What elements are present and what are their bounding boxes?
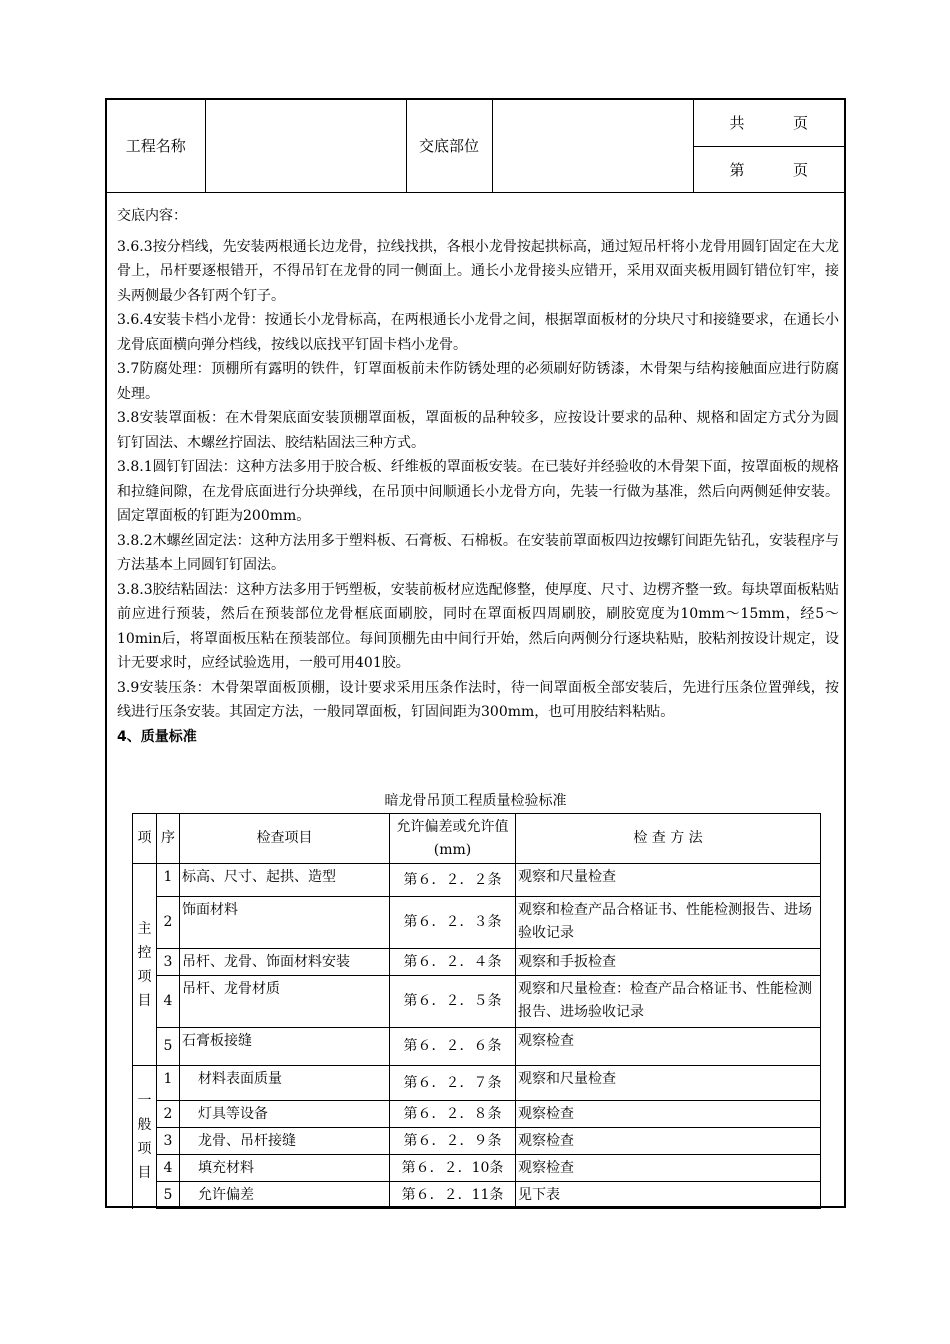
header-table [107, 100, 844, 193]
col-header-item: 项 [133, 814, 157, 864]
paragraph: 3.8安装罩面板：在木骨架底面安装顶棚罩面板，罩面板的品种较多，应按设计要求的品种、规格和固定方式分为圆钉钉固法、木螺丝拧固法、胶结粘固法三种方式。 [117, 410, 839, 451]
category-general: 一般项目 [133, 1066, 157, 1209]
row-no: 2 [157, 897, 180, 949]
paragraph: 3.7防腐处理：顶棚所有露明的铁件，钉罩面板前未作防锈处理的必须刷好防锈漆，木骨架与结构接触面应进行防腐处理。 [117, 361, 839, 402]
intro-label: 交底内容： [117, 208, 187, 224]
row-no: 4 [157, 1155, 180, 1182]
row-method: 观察检查 [516, 1101, 821, 1128]
row-item: 标高、尺寸、起拱、造型 [180, 864, 390, 897]
row-ref: 第６．２．６条 [390, 1028, 516, 1066]
row-method: 观察和尺量检查：检查产品合格证书、性能检测报告、进场验收记录 [516, 976, 821, 1028]
paragraph: 3.8.2木螺丝固定法：这种方法用多于塑料板、石膏板、石棉板。在安装前罩面板四边按螺钉间距先钻孔，安装程序与方法基本上同圆钉钉固法。 [117, 532, 839, 573]
row-item: 吊杆、龙骨材质 [180, 976, 390, 1028]
row-ref: 第６．２．７条 [390, 1066, 516, 1101]
paragraph: 3.6.3按分档线，先安装两根通长边龙骨，拉线找拱，各根小龙骨按起拱标高，通过短吊杆将小龙骨用圆钉固定在大龙骨上，吊杆要逐根错开，不得吊钉在龙骨的同一侧面上。通长小龙骨接头应错开，采用双面夹板用圆钉错位钉牢，接头两侧最少各钉两个钉子。 [117, 238, 839, 304]
row-ref: 第６．２．９条 [390, 1128, 516, 1155]
quality-table [132, 813, 821, 1209]
row-no: 5 [157, 1028, 180, 1066]
col-header-method: 检 查 方 法 [516, 814, 821, 864]
row-ref: 第６．２．８条 [390, 1101, 516, 1128]
row-item: 饰面材料 [180, 897, 390, 949]
row-no: 4 [157, 976, 180, 1028]
location-value[interactable] [492, 100, 693, 192]
row-method: 观察和手扳检查 [516, 949, 821, 976]
row-method: 观察检查 [516, 1128, 821, 1155]
table-caption: 暗龙骨吊顶工程质量检验标准 [384, 793, 567, 809]
col-header-check-item: 检查项目 [180, 814, 390, 864]
row-method: 观察检查 [516, 1028, 821, 1066]
row-method: 观察和尺量检查 [516, 1066, 821, 1101]
col-header-tolerance: 允许偏差或允许值(mm) [390, 814, 516, 864]
document-frame [105, 98, 846, 1208]
row-item: 龙骨、吊杆接缝 [180, 1128, 390, 1155]
row-no: 1 [157, 864, 180, 897]
project-name-value[interactable] [205, 100, 406, 192]
row-method: 观察和检查产品合格证书、性能检测报告、进场验收记录 [516, 897, 821, 949]
row-no: 5 [157, 1182, 180, 1209]
row-ref: 第６．２．４条 [390, 949, 516, 976]
row-ref: 第６．２．11条 [390, 1182, 516, 1209]
row-item: 灯具等设备 [180, 1101, 390, 1128]
row-item: 允许偏差 [180, 1182, 390, 1209]
row-ref: 第６．２．３条 [390, 897, 516, 949]
row-ref: 第６．２．２条 [390, 864, 516, 897]
row-no: 3 [157, 949, 180, 976]
col-header-seq: 序 [157, 814, 180, 864]
total-pages: 共 页 [693, 100, 844, 146]
paragraph: 3.6.4安装卡档小龙骨：按通长小龙骨标高，在两根通长小龙骨之间，根据罩面板材的分块尺寸和接缝要求，在通长小龙骨底面横向弹分档线，按线以底找平钉固卡档小龙骨。 [117, 312, 839, 353]
current-page: 第 页 [693, 146, 844, 192]
row-no: 1 [157, 1066, 180, 1101]
section-heading: 4、质量标准 [117, 728, 197, 745]
row-ref: 第６．２．10条 [390, 1155, 516, 1182]
paragraph: 3.9安装压条：木骨架罩面板顶棚，设计要求采用压条作法时，待一间罩面板全部安装后，先进行压条位置弹线，按线进行压条安装。其固定方法，一般同罩面板，钉固间距为300mm，也可用胶结料粘贴。 [117, 679, 839, 720]
row-item: 材料表面质量 [180, 1066, 390, 1101]
paragraph: 3.8.3胶结粘固法：这种方法多用于钙塑板，安装前板材应选配修整，使厚度、尺寸、边楞齐整一致。每块罩面板粘贴前应进行预装，然后在预装部位龙骨框底面刷胶，同时在罩面板四周刷胶，刷胶宽度为10mm～15mm，经5～10min后，将罩面板压粘在预装部位。每间顶棚先由中间行开始，然后向两侧分行逐块粘贴，胶粘剂按设计规定，设计无要求时，应经试验选用，一般可用401胶。 [117, 581, 839, 671]
row-item: 吊杆、龙骨、饰面材料安装 [180, 949, 390, 976]
paragraph: 3.8.1圆钉钉固法：这种方法多用于胶合板、纤维板的罩面板安装。在已装好并经验收的木骨架下面，按罩面板的规格和拉缝间隙，在龙骨底面进行分块弹线，在吊顶中间顺通长小龙骨方向，先装一行做为基准，然后向两侧延伸安装。固定罩面板的钉距为200mm。 [117, 459, 839, 524]
location-label: 交底部位 [406, 100, 492, 192]
row-method: 见下表 [516, 1182, 821, 1209]
category-main: 主控项目 [133, 864, 157, 1066]
row-method: 观察和尺量检查 [516, 864, 821, 897]
row-no: 3 [157, 1128, 180, 1155]
project-name-label: 工程名称 [107, 100, 205, 192]
row-ref: 第６．２．５条 [390, 976, 516, 1028]
disclosure-content [117, 204, 839, 749]
row-item: 石膏板接缝 [180, 1028, 390, 1066]
row-method: 观察检查 [516, 1155, 821, 1182]
row-no: 2 [157, 1101, 180, 1128]
row-item: 填充材料 [180, 1155, 390, 1182]
